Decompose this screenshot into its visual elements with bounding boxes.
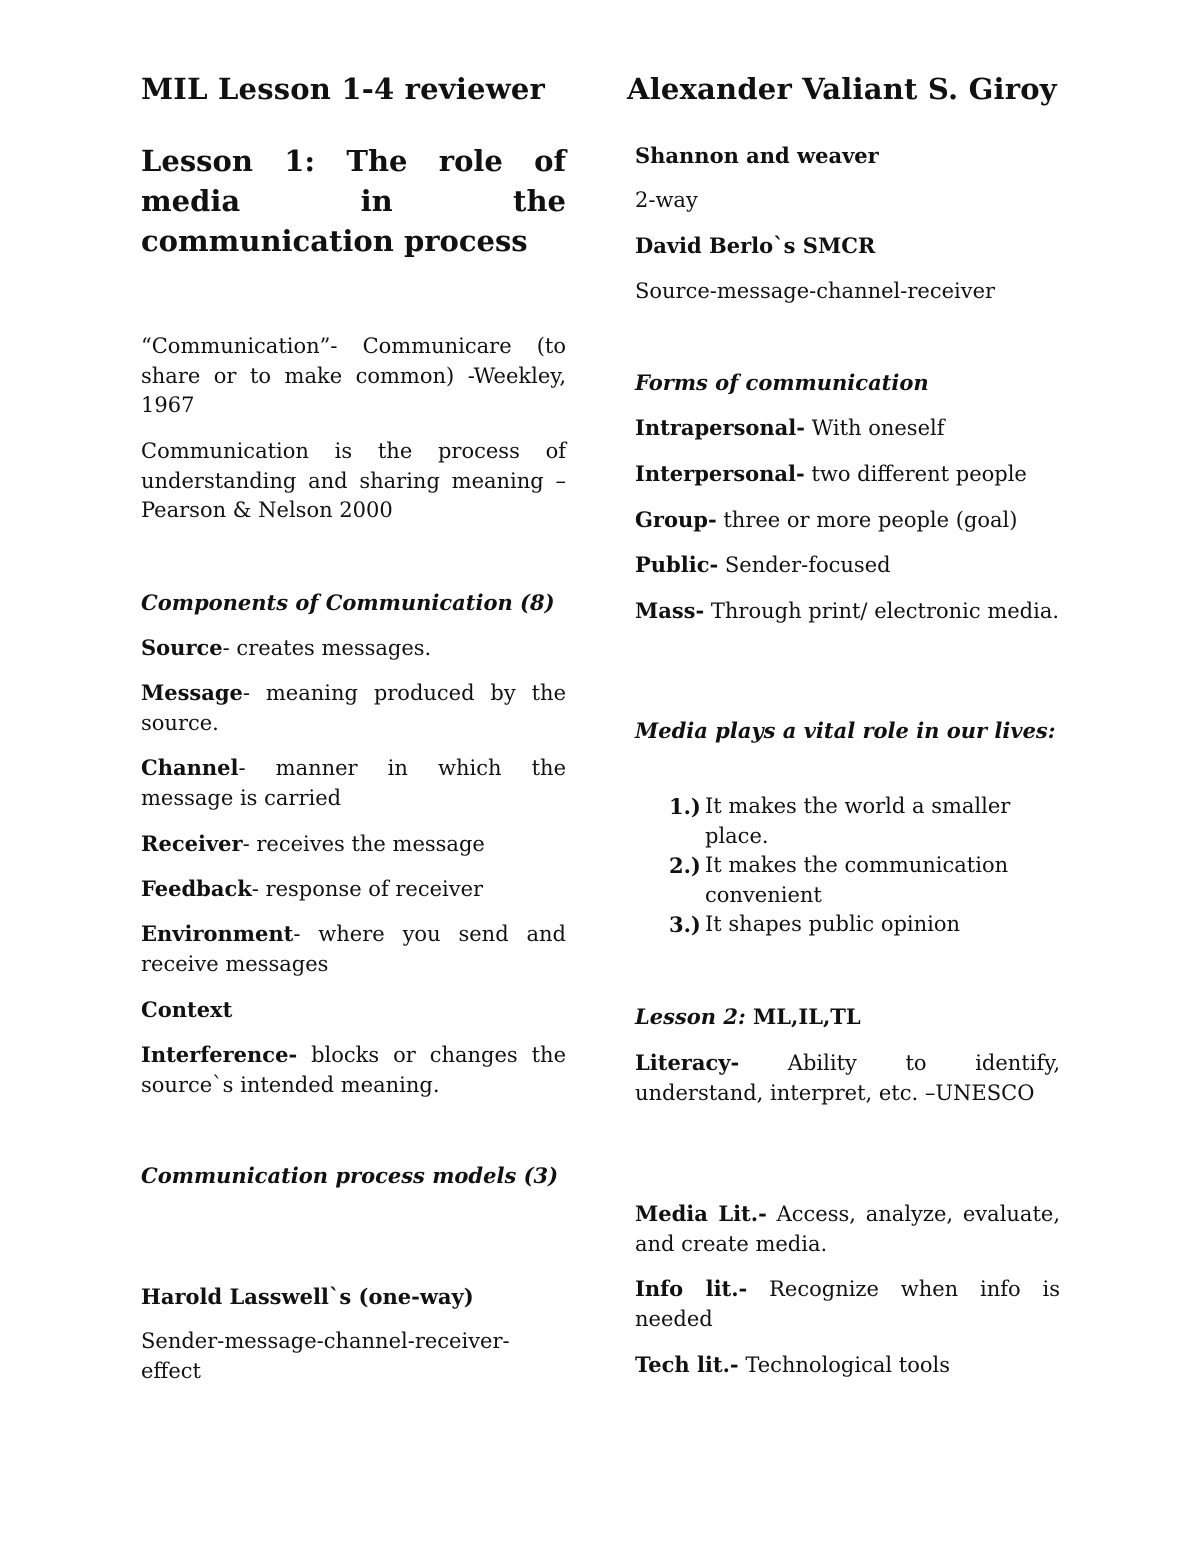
list-text: It makes the communication convenient	[705, 853, 1009, 907]
info-literacy	[635, 1274, 1060, 1334]
component-term: Environment	[141, 921, 294, 946]
media-role-list	[635, 792, 1060, 940]
component-term: Feedback	[141, 876, 252, 901]
literacy-definition	[635, 1048, 1060, 1108]
components-heading: Components of Communication (8)	[141, 590, 555, 615]
shannon-desc: 2-way	[635, 188, 698, 212]
form-term: Mass-	[635, 598, 705, 623]
component-environment	[141, 919, 566, 979]
literacy-desc: Technological tools	[738, 1353, 950, 1377]
form-intrapersonal	[635, 413, 945, 444]
list-text: It shapes public opinion	[705, 912, 961, 936]
form-group	[635, 505, 1017, 536]
communication-etymology: “Communication”- Communicare (to share or to make common) -Weekley, 1967	[141, 334, 566, 417]
component-desc: - creates messages.	[222, 636, 432, 660]
component-desc: - receives the message	[242, 832, 485, 856]
list-text: It makes the world a smaller place.	[705, 794, 1011, 848]
media-literacy	[635, 1199, 1060, 1259]
component-interference	[141, 1040, 566, 1100]
component-desc: - response of receiver	[251, 877, 484, 901]
lesson1-title: Lesson 1: The role of media in the communication process	[141, 144, 566, 258]
component-desc: - meaning produced by the source.	[141, 681, 566, 735]
lesson2-heading	[635, 1002, 861, 1033]
berlo-title: David Berlo`s SMCR	[635, 233, 876, 258]
list-number: 3.)	[669, 912, 701, 937]
form-desc: two different people	[804, 462, 1027, 486]
media-role-heading: Media plays a vital role in our lives:	[635, 718, 1056, 743]
literacy-term: Media Lit.-	[635, 1201, 767, 1226]
forms-heading: Forms of communication	[635, 370, 929, 395]
component-desc: - manner in which the message is carried	[141, 756, 566, 810]
form-term: Public-	[635, 552, 719, 577]
form-interpersonal	[635, 459, 1027, 490]
component-context	[141, 995, 566, 1026]
tech-literacy	[635, 1350, 1060, 1381]
component-desc: - where you send and receive messages	[141, 922, 566, 976]
component-receiver	[141, 829, 566, 860]
component-term: Channel	[141, 755, 239, 780]
lesson2-label: Lesson 2:	[635, 1004, 746, 1029]
component-feedback	[141, 874, 566, 905]
form-term: Interpersonal-	[635, 461, 805, 486]
literacy-desc: Recognize when info is needed	[635, 1277, 1061, 1331]
form-public	[635, 550, 891, 581]
form-desc: Sender-focused	[718, 553, 891, 577]
component-source	[141, 633, 566, 664]
form-desc: three or more people (goal)	[716, 508, 1018, 532]
literacy-desc: Ability to identify, understand, interpret, etc. –UNESCO	[635, 1051, 1060, 1105]
lesson2-topics: ML,IL,TL	[745, 1004, 861, 1029]
form-term: Group-	[635, 507, 717, 532]
literacy-desc: Access, analyze, evaluate, and create media.	[635, 1202, 1060, 1256]
component-term: Message	[141, 680, 243, 705]
form-term: Intrapersonal-	[635, 415, 805, 440]
form-desc: Through print/ electronic media.	[704, 599, 1060, 623]
berlo-desc: Source-message-channel-receiver	[635, 279, 996, 303]
list-number: 2.)	[669, 853, 701, 878]
literacy-term: Tech lit.-	[635, 1352, 739, 1377]
form-mass	[635, 596, 1060, 627]
document-title: MIL Lesson 1-4 reviewer	[141, 72, 546, 106]
lasswell-title: Harold Lasswell`s (one-way)	[141, 1284, 474, 1309]
literacy-term: Literacy-	[635, 1050, 740, 1075]
communication-definition: Communication is the process of understanding and sharing meaning –Pearson & Nelson 2000	[141, 439, 566, 522]
list-number: 1.)	[669, 794, 701, 819]
component-term: Receiver	[141, 831, 243, 856]
models-heading: Communication process models (3)	[141, 1163, 559, 1188]
list-item	[635, 792, 1060, 851]
component-channel	[141, 753, 566, 813]
shannon-title: Shannon and weaver	[635, 143, 879, 168]
lasswell-desc: Sender-message-channel-receiver-effect	[141, 1329, 510, 1383]
literacy-term: Info lit.-	[635, 1276, 748, 1301]
component-term: Source	[141, 635, 223, 660]
component-message	[141, 678, 566, 738]
component-term: Interference-	[141, 1042, 298, 1067]
list-item	[635, 851, 1060, 910]
list-item	[635, 910, 1060, 940]
author-name: Alexander Valiant S. Giroy	[627, 72, 1057, 106]
component-term: Context	[141, 997, 233, 1022]
component-desc: blocks or changes the source`s intended meaning.	[141, 1043, 566, 1097]
form-desc: With oneself	[804, 416, 945, 440]
